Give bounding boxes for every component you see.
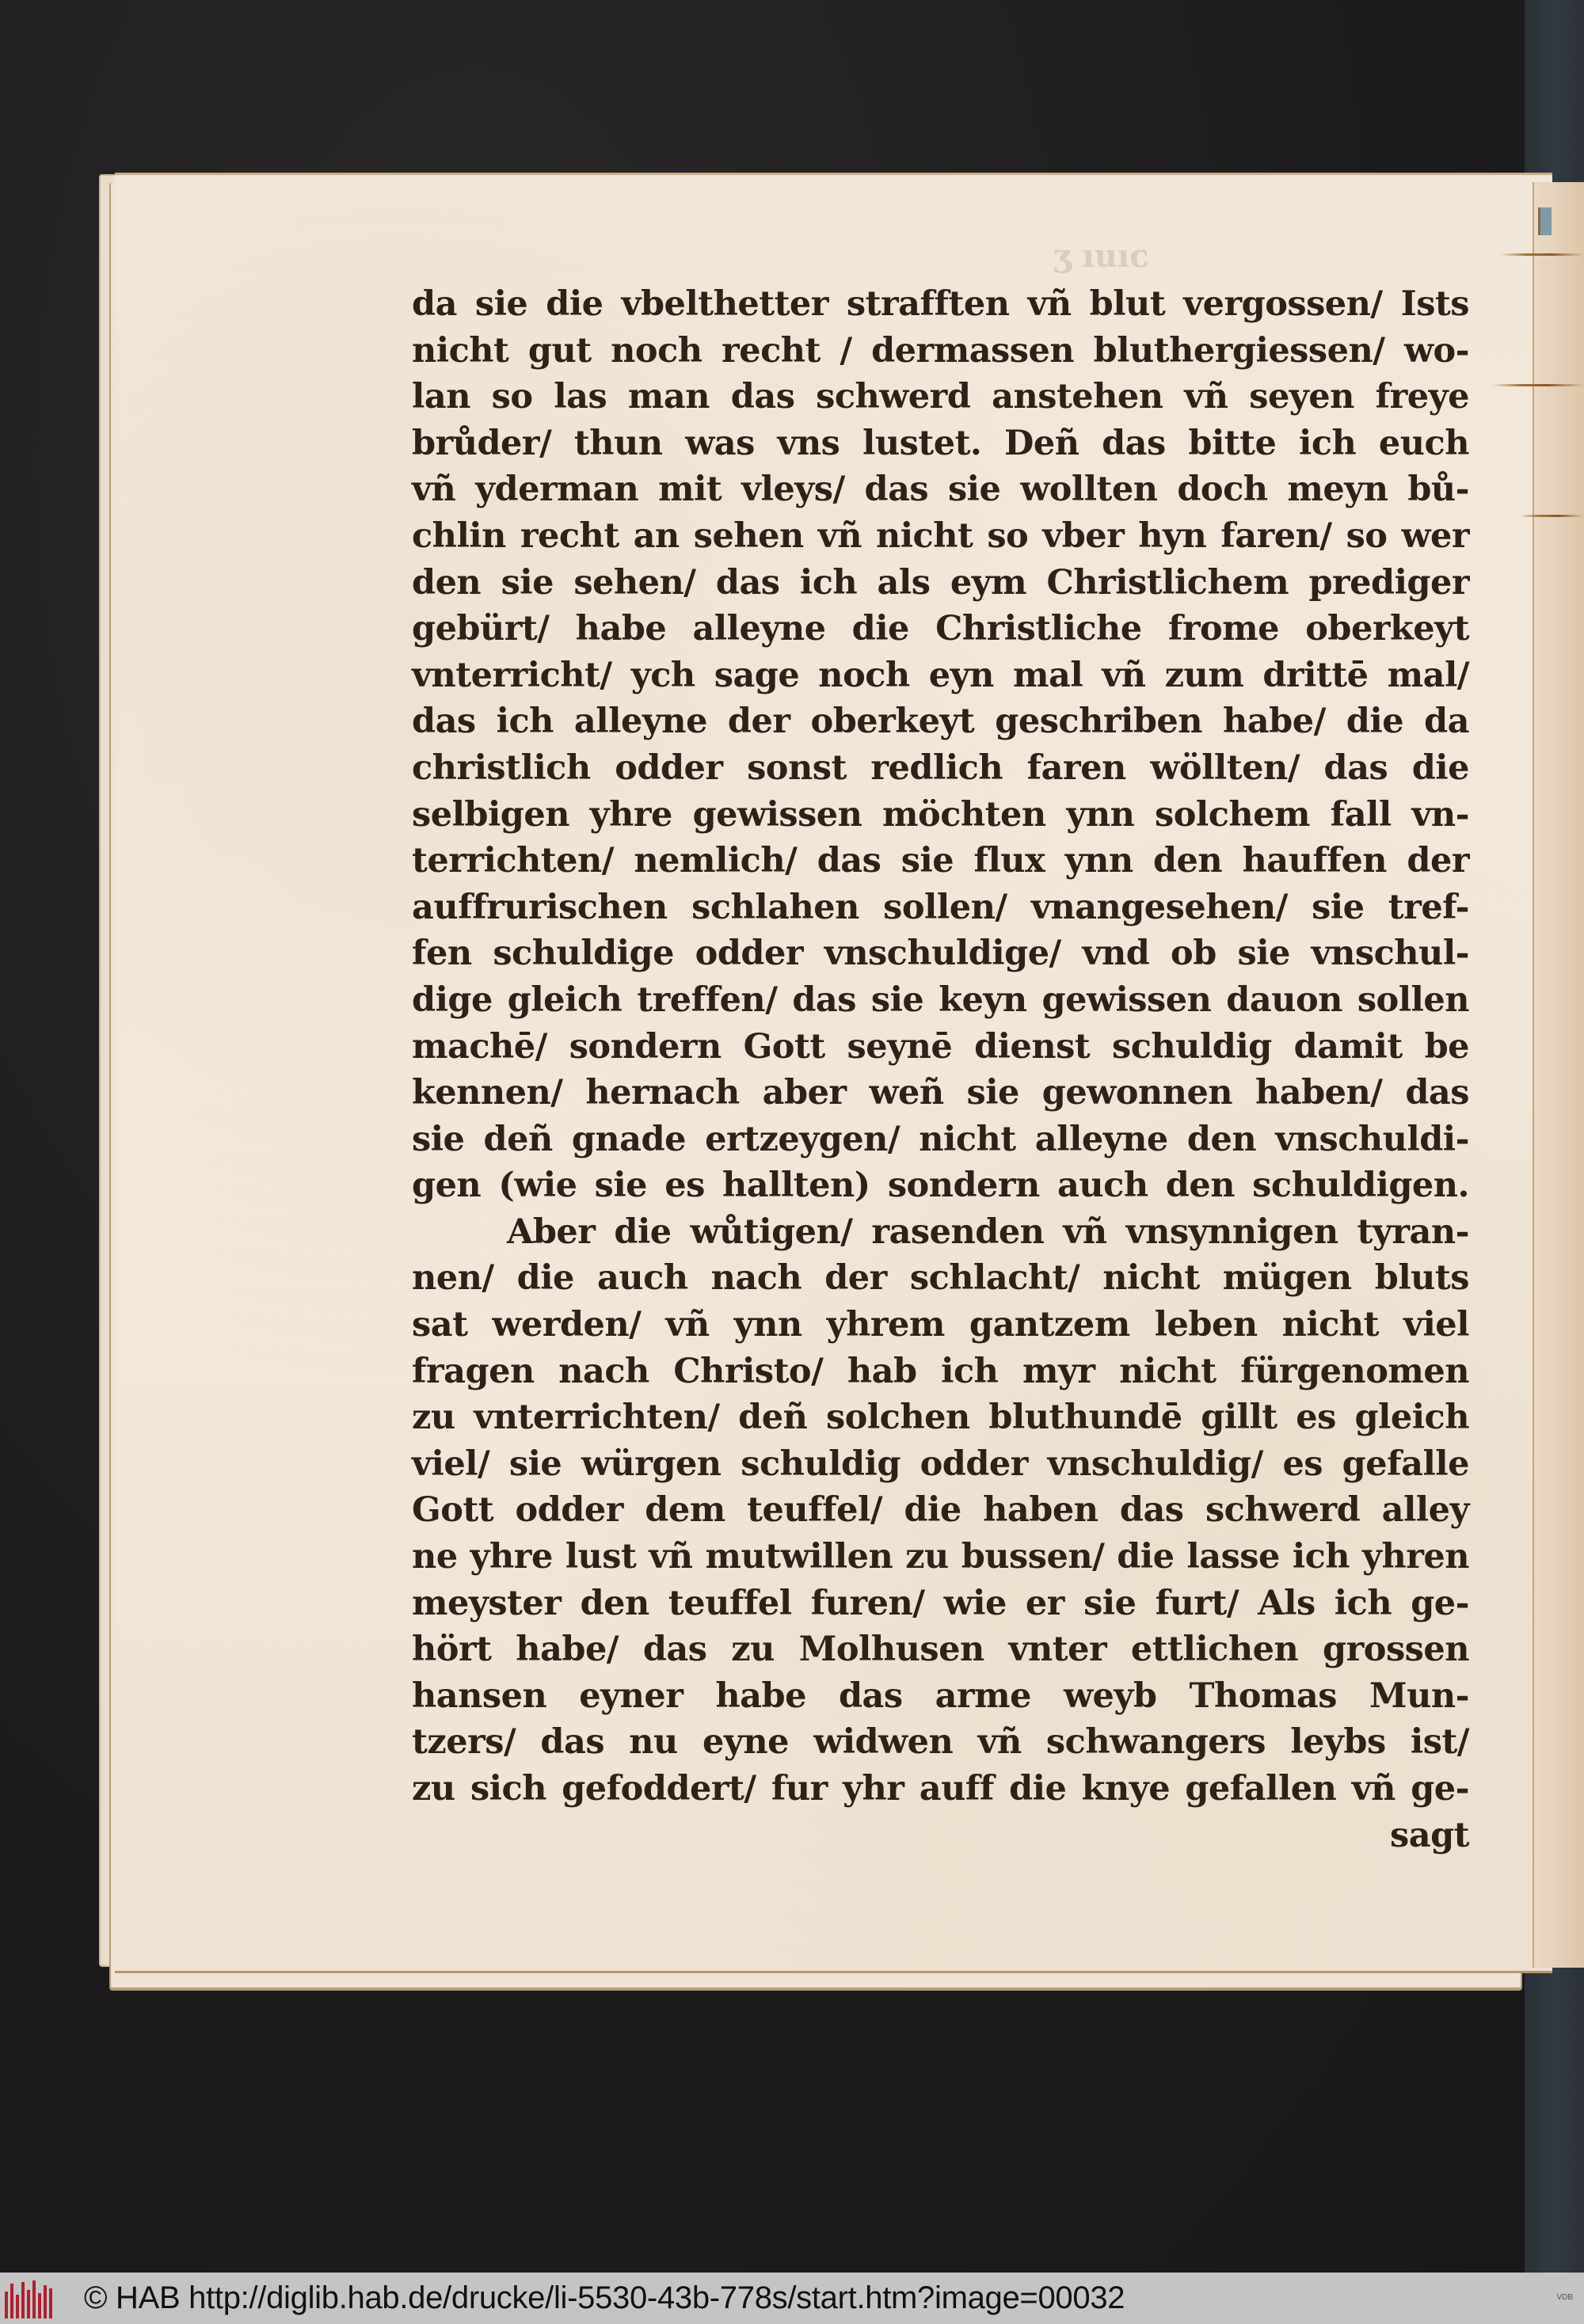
paragraph-start-line: Aber die wůtigen/ rasenden vñ vnsynnigen tyran-	[507, 1211, 1469, 1252]
text-line: zu sich gefoddert/ fur yhr auff die knye gefallen vñ ge-	[412, 1769, 1469, 1809]
text-line: machē/ sondern Gott seynē dienst schuldig damit be	[412, 1026, 1469, 1067]
catchword: sagt	[1390, 1815, 1469, 1855]
text-line: vnterricht/ ych sage noch eyn mal vñ zum drittē mal/	[412, 655, 1469, 695]
text-line: meyster den teuffel furen/ wie er sie furt/ Als ich ge-	[412, 1583, 1469, 1623]
hab-logo-icon	[5, 2279, 52, 2318]
text-line: lan so las man das schwerd anstehen vñ seyen freye	[412, 377, 1469, 417]
text-line: das ich alleyne der oberkeyt geschriben habe/ die da	[412, 702, 1469, 742]
text-line: gen (wie sie es hallten) sondern auch den schuldigen.	[412, 1166, 1469, 1206]
show-through-text: ʒ ıuıᴄ	[1053, 238, 1149, 275]
text-line: viel/ sie würgen schuldig odder vnschuldig/ es gefalle	[412, 1443, 1469, 1484]
text-line: terrichten/ nemlich/ das sie flux ynn den hauffen der	[412, 841, 1469, 881]
corner-mark: VDB	[1556, 2293, 1573, 2302]
page-crease	[1493, 384, 1584, 386]
text-line: sie deñ gnade ertzeygen/ nicht alleyne den vnschuldi-	[412, 1119, 1469, 1159]
text-line: nen/ die auch nach der schlacht/ nicht mügen bluts	[412, 1258, 1469, 1299]
text-line: brůder/ thun was vns lustet. Deñ das bitte ich euch	[412, 423, 1469, 463]
text-line: selbigen yhre gewissen möchten ynn solchem fall vn-	[412, 794, 1469, 835]
text-line: zu vnterrichten/ deñ solchen bluthundē gillt es gleich	[412, 1398, 1469, 1438]
text-line: den sie sehen/ das ich als eym Christlichem prediger	[412, 562, 1469, 603]
text-line: fen schuldige odder vnschuldige/ vnd ob sie vnschul-	[412, 934, 1469, 974]
text-line: kennen/ hernach aber weñ sie gewonnen haben/ das	[412, 1073, 1469, 1113]
text-line: auffrurischen schlahen sollen/ vnangesehen/ sie tref-	[412, 887, 1469, 927]
page-crease	[1521, 515, 1584, 517]
page-tear	[1538, 207, 1552, 235]
text-line: gebürt/ habe alleyne die Christliche frome oberkeyt	[412, 609, 1469, 649]
text-line: dige gleich treffen/ das sie keyn gewissen dauon sollen	[412, 979, 1469, 1020]
text-line: sat werden/ vñ ynn yhrem gantzem leben nicht viel	[412, 1305, 1469, 1345]
text-line: chlin recht an sehen vñ nicht so vber hyn faren/ so wer	[412, 515, 1469, 556]
text-line: tzers/ das nu eyne widwen vñ schwangers leybs ist/	[412, 1722, 1469, 1763]
text-line: fragen nach Christo/ hab ich myr nicht fürgenomen	[412, 1351, 1469, 1391]
text-line: vñ yderman mit vleys/ das sie wollten doch meyn bů-	[412, 470, 1469, 510]
copyright-link[interactable]: © HAB http://diglib.hab.de/drucke/li-5530-43b-778s/start.htm?image=00032	[84, 2280, 1125, 2315]
copyright-footer	[0, 2273, 1584, 2324]
text-line: hansen eyner habe das arme weyb Thomas Mun-	[412, 1675, 1469, 1716]
page-gutter	[1533, 182, 1584, 1968]
text-line: Gott odder dem teuffel/ die haben das schwerd alley	[412, 1490, 1469, 1531]
text-line: da sie die vbelthetter strafften vñ blut vergossen/ Ists	[412, 284, 1469, 324]
text-line: ne yhre lust vñ mutwillen zu bussen/ die lasse ich yhren	[412, 1537, 1469, 1577]
text-line: christlich odder sonst redlich faren wöllten/ das die	[412, 747, 1469, 788]
text-line: nicht gut noch recht / dermassen bluthergiessen/ wo-	[412, 330, 1469, 371]
text-line: hört habe/ das zu Molhusen vnter ettlichen grossen	[412, 1630, 1469, 1670]
page-text	[412, 281, 1469, 1858]
page-crease	[1501, 253, 1584, 256]
